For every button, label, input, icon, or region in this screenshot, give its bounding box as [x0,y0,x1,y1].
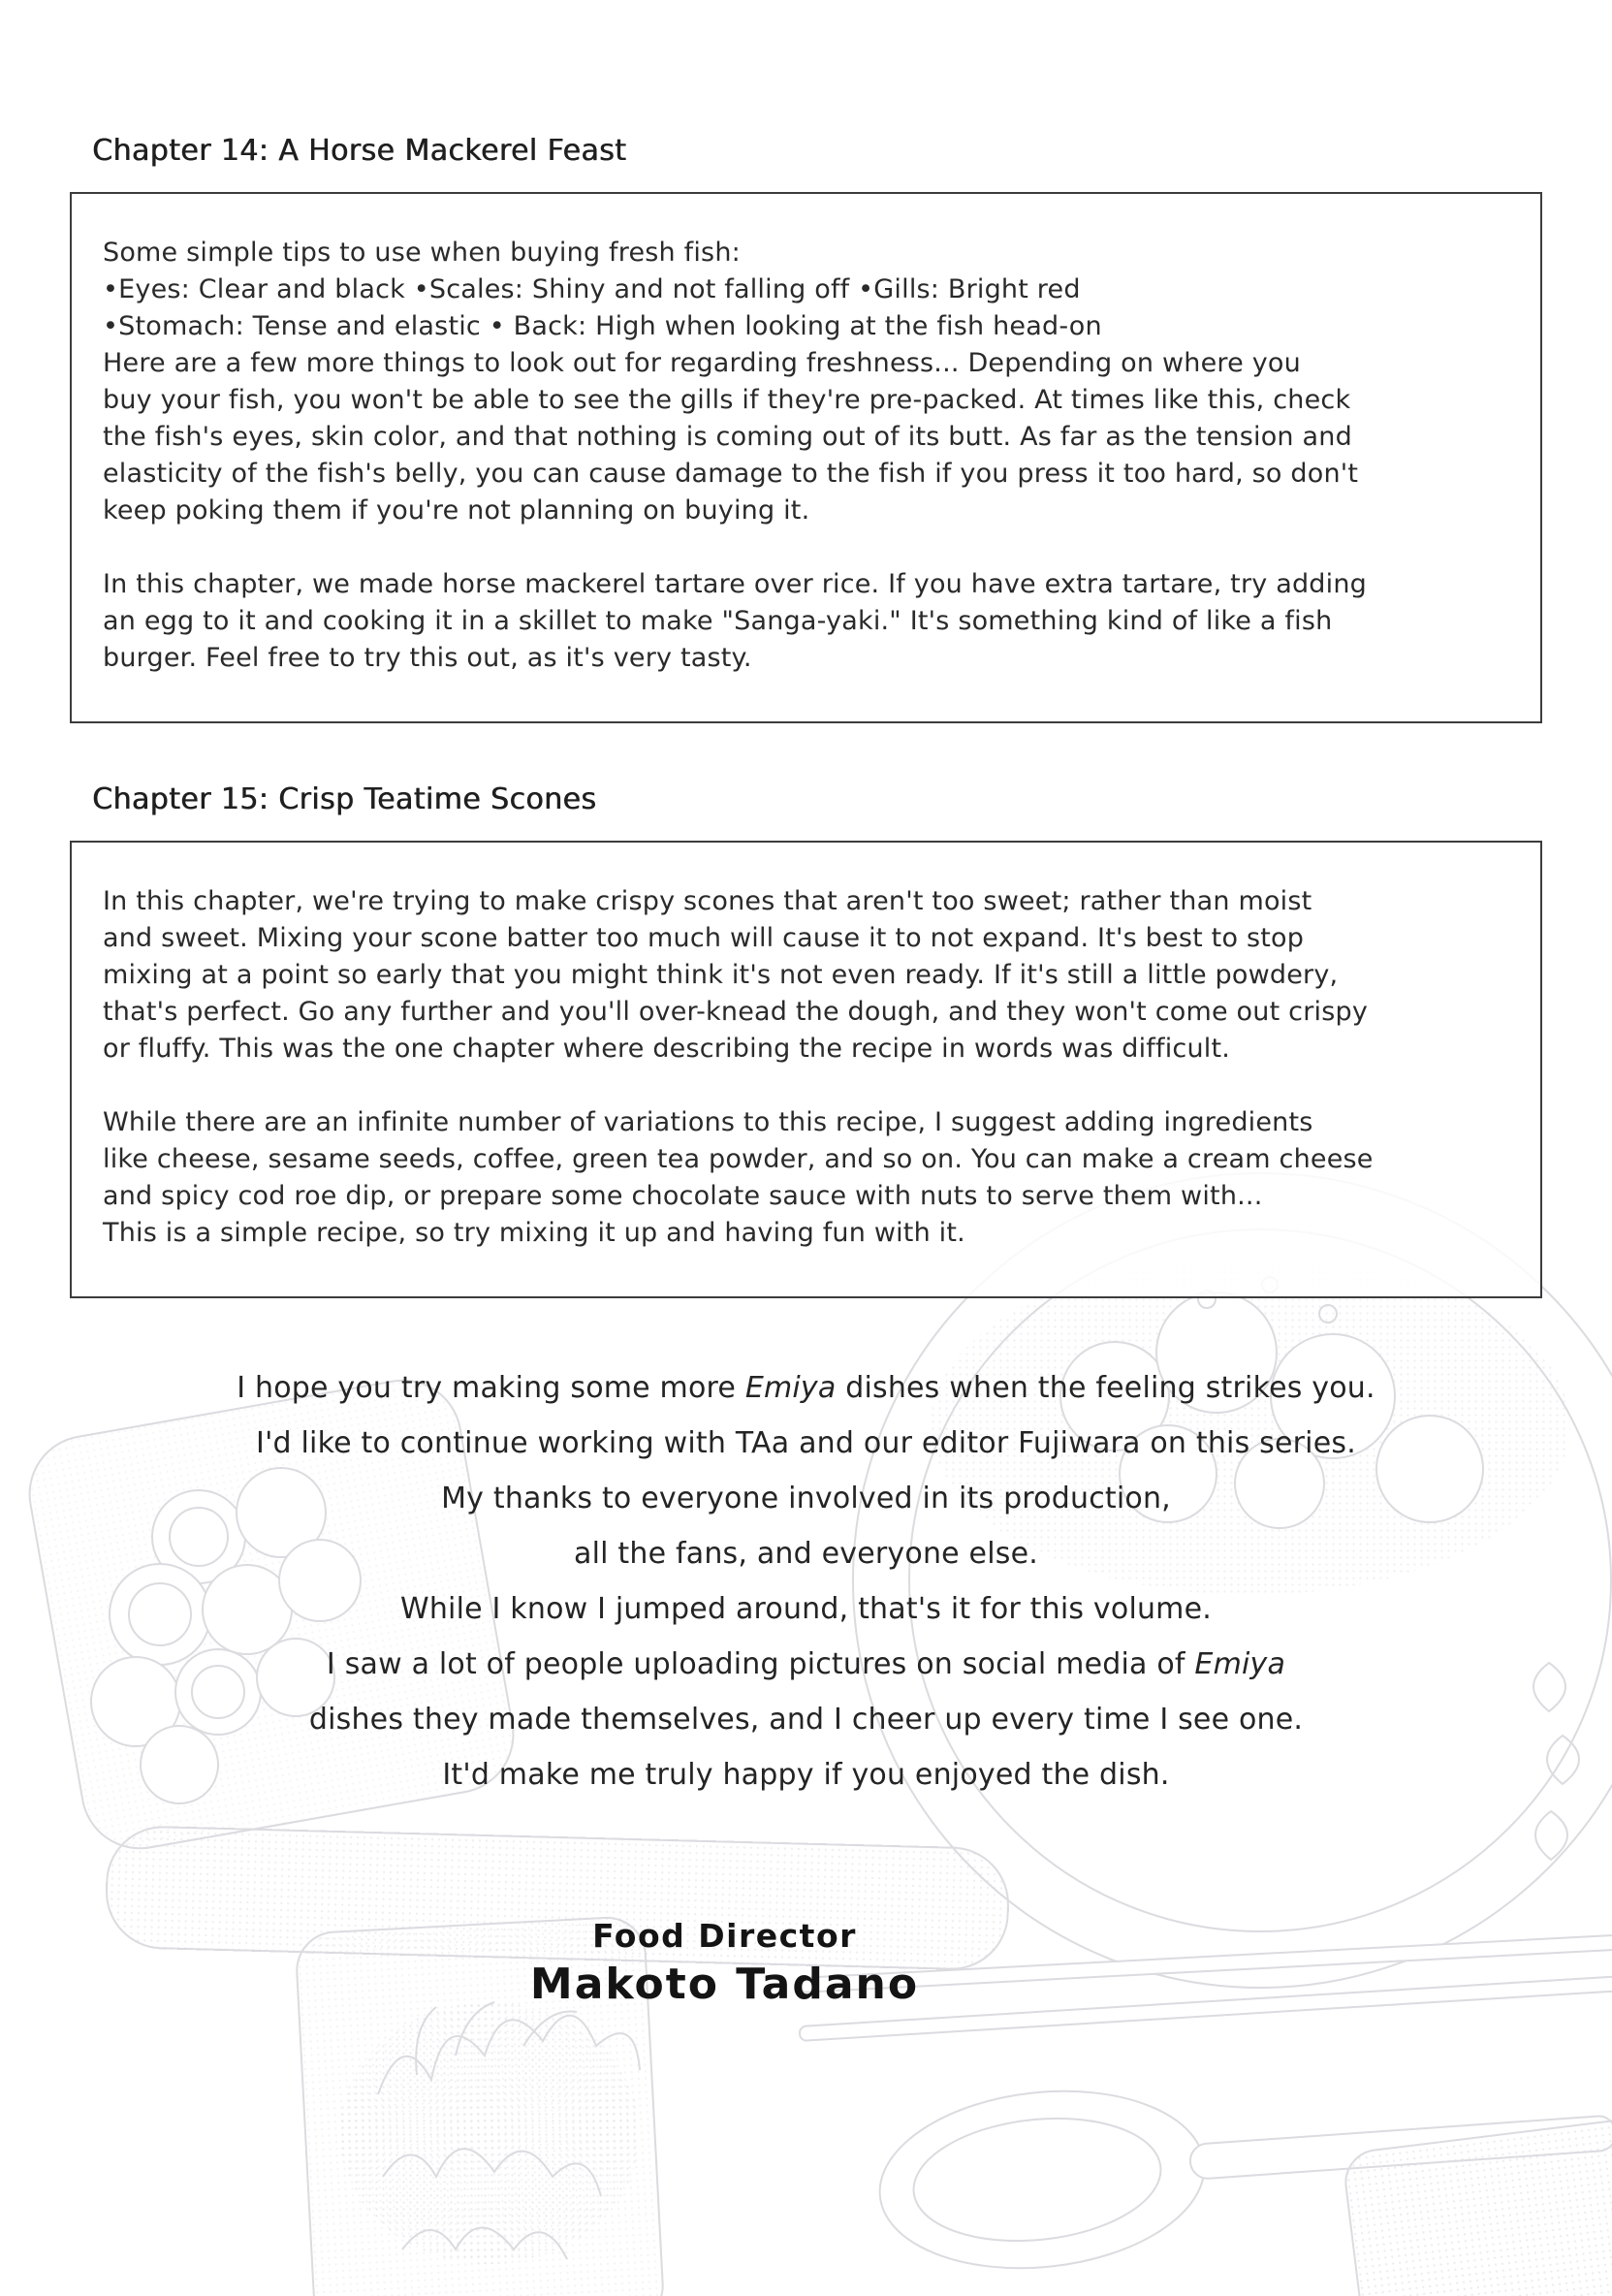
text-line: all the fans, and everyone else. [574,1537,1038,1571]
credit-role: Food Director [592,1917,857,1955]
text-line: In this chapter, we're trying to make crispy scones that aren't too sweet; rather than moist [103,886,1312,916]
text-line: buy your fish, you won't be able to see the gills if they're pre-packed. At times like this, check [103,385,1351,415]
text-line: •Eyes: Clear and black •Scales: Shiny and not falling off •Gills: Bright red [103,274,1081,304]
text-line: like cheese, sesame seeds, coffee, green tea powder, and so on. You can make a cream cheese [103,1144,1374,1174]
credit-block [0,1919,1461,2008]
text-line: I hope you try making some more Emiya dishes when the feeling strikes you. [237,1371,1375,1405]
text-line: keep poking them if you're not planning on buying it. [103,495,810,526]
chapter-14-note-box [70,192,1542,723]
text-line: It'd make me truly happy if you enjoyed the dish. [442,1758,1170,1792]
text-line: and sweet. Mixing your scone batter too much will cause it to not expand. It's best to stop [103,923,1305,953]
text-line: •Stomach: Tense and elastic • Back: High when looking at the fish head-on [103,311,1102,341]
chapter-15-note-box [70,841,1542,1298]
text-line: or fluffy. This was the one chapter where describing the recipe in words was difficult. [103,1034,1231,1064]
text-line: Some simple tips to use when buying fresh fish: [103,238,741,268]
text-line: I'd like to continue working with TAa and our editor Fujiwara on this series. [256,1426,1356,1460]
text-line: mixing at a point so early that you might think it's not even ready. If it's still a little powdery, [103,960,1339,990]
text-line: dishes they made themselves, and I cheer up every time I see one. [308,1703,1304,1737]
text-line: My thanks to everyone involved in its production, [441,1482,1171,1515]
text-line: burger. Feel free to try this out, as it's very tasty. [103,643,752,673]
text-line: and spicy cod roe dip, or prepare some chocolate sauce with nuts to serve them with... [103,1181,1263,1211]
text-line: an egg to it and cooking it in a skillet to make "Sanga-yaki." It's something kind of like a fish [103,606,1333,636]
text-line [103,529,1515,566]
afterword-message [70,1360,1542,1802]
text-line: that's perfect. Go any further and you'll over-knead the dough, and they won't come out crispy [103,997,1368,1027]
chapter-14-heading: Chapter 14: A Horse Mackerel Feast [92,134,627,168]
text-line: While there are an infinite number of variations to this recipe, I suggest adding ingredients [103,1107,1313,1137]
page-content [70,0,1542,2008]
text-line [103,1068,1515,1104]
text-line: I saw a lot of people uploading pictures on social media of Emiya [326,1647,1286,1681]
text-line: Here are a few more things to look out for regarding freshness... Depending on where you [103,348,1301,378]
text-line: While I know I jumped around, that's it for this volume. [399,1592,1213,1626]
text-line: the fish's eyes, skin color, and that nothing is coming out of its butt. As far as the tension and [103,422,1352,452]
text-line: elasticity of the fish's belly, you can cause damage to the fish if you press it too hard, so don't [103,459,1359,489]
text-line: In this chapter, we made horse mackerel tartare over rice. If you have extra tartare, try adding [103,569,1367,599]
credit-name: Makoto Tadano [529,1960,920,2009]
chapter-15-heading: Chapter 15: Crisp Teatime Scones [92,782,597,816]
text-line: This is a simple recipe, so try mixing it up and having fun with it. [103,1218,965,1248]
